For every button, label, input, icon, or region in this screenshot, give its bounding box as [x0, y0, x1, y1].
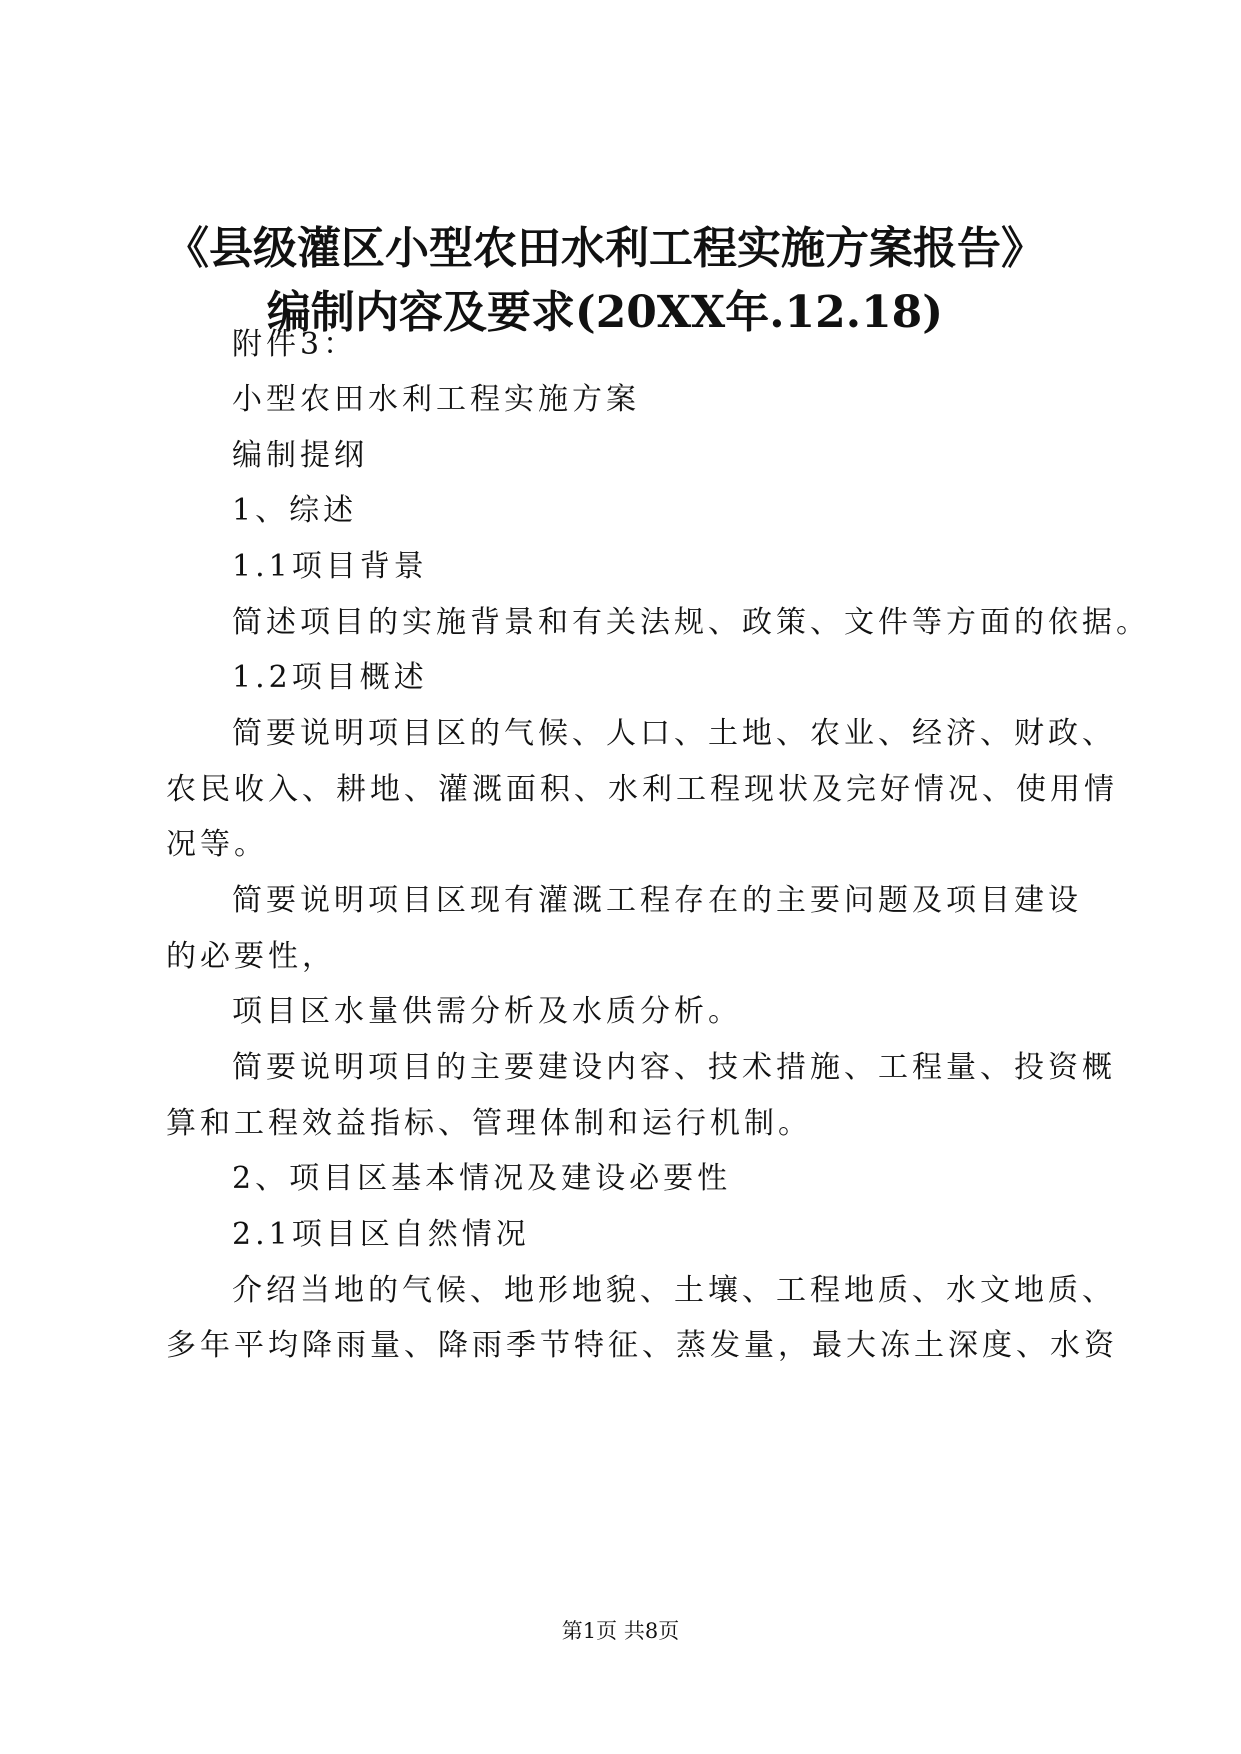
paragraph-line: 算和工程效益指标、管理体制和运行机制。: [166, 1106, 812, 1141]
plan-name: 小型农田水利工程实施方案: [232, 382, 640, 417]
section-heading-2: 2、项目区基本情况及建设必要性: [232, 1161, 732, 1196]
paragraph-line: 简述项目的实施背景和有关法规、政策、文件等方面的依据。: [232, 605, 1150, 640]
attachment-label: 附件3：: [232, 327, 358, 362]
paragraph-line: 多年平均降雨量、降雨季节特征、蒸发量，最大冻土深度、水资: [166, 1328, 1118, 1363]
paragraph-line: 项目区水量供需分析及水质分析。: [232, 994, 742, 1029]
outline-heading: 编制提纲: [232, 438, 368, 473]
paragraph-line: 简要说明项目区的气候、人口、土地、农业、经济、财政、: [232, 716, 1116, 751]
paragraph-line: 简要说明项目区现有灌溉工程存在的主要问题及项目建设: [232, 883, 1082, 918]
document-title-line-2: 编制内容及要求(20XX年.12.18): [266, 287, 944, 338]
paragraph-line: 简要说明项目的主要建设内容、技术措施、工程量、投资概: [232, 1050, 1116, 1085]
page-footer: 第1页 共8页: [561, 1619, 680, 1643]
section-heading-1-1: 1.1项目背景: [232, 549, 428, 584]
paragraph-line: 的必要性，: [166, 939, 336, 974]
section-heading-2-1: 2.1项目区自然情况: [232, 1217, 530, 1252]
paragraph-line: 农民收入、耕地、灌溉面积、水利工程现状及完好情况、使用情: [166, 772, 1118, 807]
section-heading-1-2: 1.2项目概述: [232, 660, 428, 695]
section-heading-1: 1、综述: [232, 493, 358, 528]
document-title-line-1: 《县级灌区小型农田水利工程实施方案报告》: [165, 223, 1045, 274]
paragraph-line: 况等。: [166, 827, 268, 862]
paragraph-line: 介绍当地的气候、地形地貌、土壤、工程地质、水文地质、: [232, 1273, 1116, 1308]
